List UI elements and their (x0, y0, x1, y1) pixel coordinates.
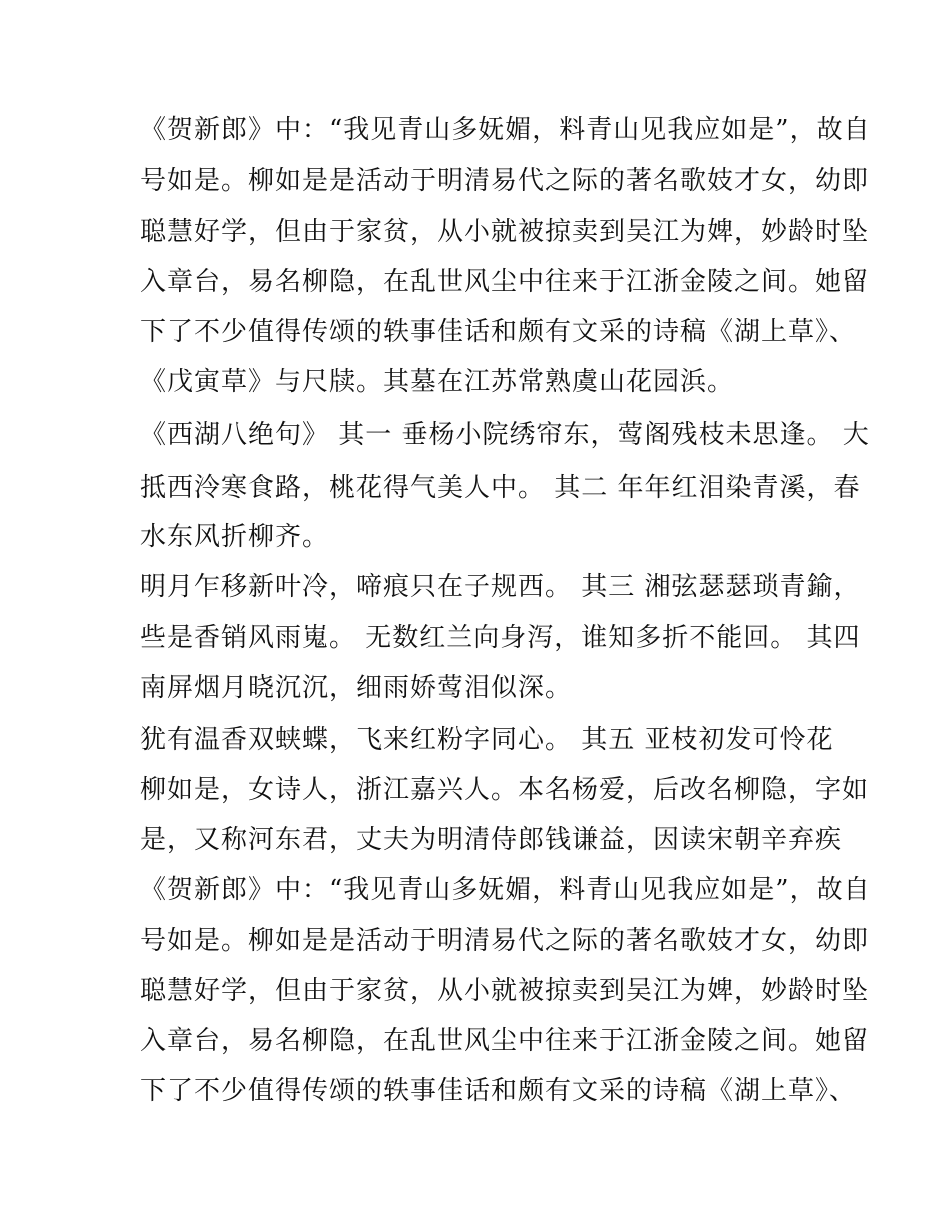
text-line: 南屏烟月晓沉沉，细雨娇莺泪似深。 (140, 673, 573, 703)
text-line: 《戊寅草》与尺牍。其墓在江苏常熟虞山花园浜。 (140, 367, 735, 397)
text-line: 水东风折柳齐。 (140, 522, 330, 552)
text-line: 入章台，易名柳隐，在乱世风尘中往来于江浙金陵之间。她留 (140, 1026, 870, 1056)
text-line: 柳如是，女诗人，浙江嘉兴人。本名杨爱，后改名柳隐，字如 (140, 775, 870, 805)
text-line: 入章台，易名柳隐，在乱世风尘中往来于江浙金陵之间。她留 (140, 267, 870, 297)
text-line: 号如是。柳如是是活动于明清易代之际的著名歌妓才女，幼即 (140, 926, 870, 956)
text-line: 聪慧好学，但由于家贫，从小就被掠卖到吴江为婢，妙龄时坠 (140, 976, 870, 1006)
text-line: 《贺新郎》中：“我见青山多妩媚，料青山见我应如是”，故自 (140, 875, 871, 905)
text-line: 号如是。柳如是是活动于明清易代之际的著名歌妓才女，幼即 (140, 166, 870, 196)
text-line: 《贺新郎》中：“我见青山多妩媚，料青山见我应如是”，故自 (140, 115, 871, 145)
text-line: 些是香销风雨嵬。 无数红兰向身泻，谁知多折不能回。 其四 (140, 623, 861, 653)
text-line: 明月乍移新叶冷，啼痕只在子规西。 其三 湘弦瑟瑟琐青鍮， (140, 572, 861, 602)
text-line: 抵西泠寒食路，桃花得气美人中。 其二 年年红泪染青溪，春 (140, 473, 861, 503)
text-line: 是，又称河东君，丈夫为明清侍郎钱谦益，因读宋朝辛弃疾 (140, 825, 843, 855)
text-line: 聪慧好学，但由于家贫，从小就被掠卖到吴江为婢，妙龄时坠 (140, 217, 870, 247)
text-line: 犹有温香双蛱蝶，飞来红粉字同心。 其五 亚枝初发可怜花 (140, 725, 834, 755)
text-line: 下了不少值得传颂的轶事佳话和颇有文采的诗稿《湖上草》、 (140, 317, 857, 347)
text-line: 《西湖八绝句》 其一 垂杨小院绣帘东，莺阁残枝未思逢。 大 (140, 420, 870, 450)
text-line: 下了不少值得传颂的轶事佳话和颇有文采的诗稿《湖上草》、 (140, 1076, 857, 1106)
